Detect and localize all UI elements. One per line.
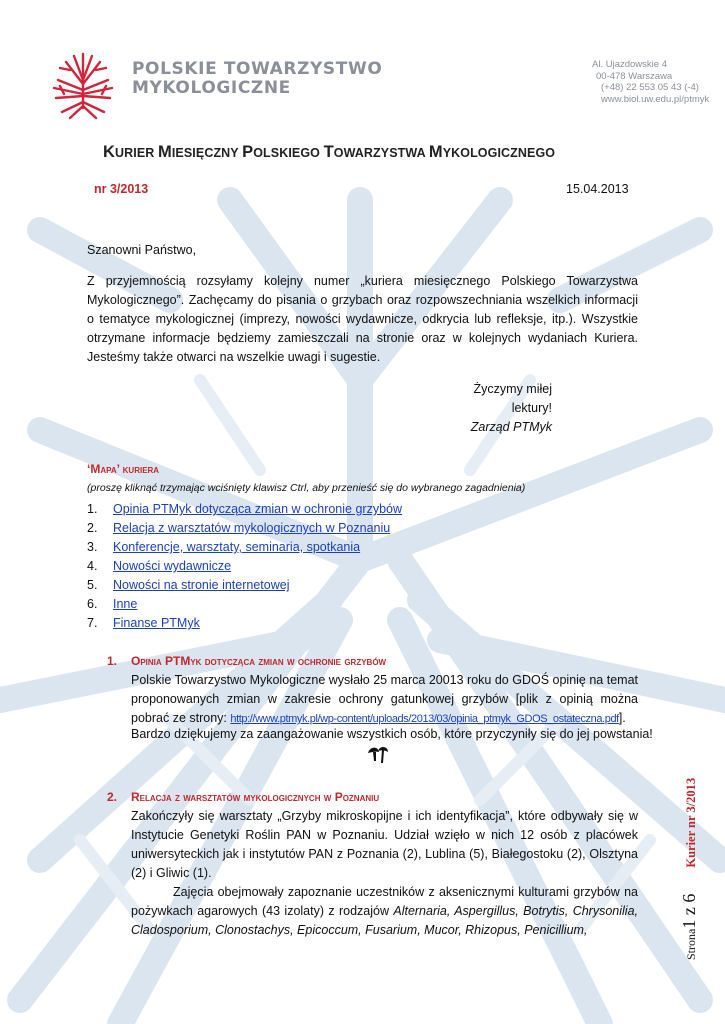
issue-date: 15.04.2013 xyxy=(566,182,629,196)
signature: Zarząd PTMyk xyxy=(470,420,552,434)
section2-genera: Alternaria, Aspergillus, Botrytis, Chrysonilia, Cladosporium, Clonostachys, Epicoccum, Fusarium, Mucor, Rhizopus, Penicillium, xyxy=(131,904,638,937)
toc-link-relacja[interactable]: Relacja z warsztatów mykologicznych w Poznaniu xyxy=(113,521,391,535)
section2-number: 2. xyxy=(107,790,118,804)
section1-thanks: Bardzo dziękujemy za zaangażowanie wszystkich osób, które przyczyniły się do jej powstania! xyxy=(131,727,653,741)
section2-para2-text: Zajęcia obejmowały zapoznanie uczestników z aksenicznymi kulturami grzybów na pożywkach agarowych (43 izolaty) z rodzajów xyxy=(131,885,638,918)
toc-item-number: 1. xyxy=(87,502,98,516)
page-prefix: Strona xyxy=(684,928,698,960)
title-rest: YKOLOGICZNEGO xyxy=(442,146,556,160)
toc-item-number: 5. xyxy=(87,578,98,592)
toc-item xyxy=(87,576,402,595)
section1-title: Opinia PTMyk dotycząca zmian w ochronie grzybów xyxy=(131,654,387,668)
toc-link-konferencje[interactable]: Konferencje, warsztaty, seminaria, spotkania xyxy=(113,540,361,554)
section2-paragraph1: Zakończyły się warsztaty „Grzyby mikroskopijne i ich identyfikacja”, które odbywały się w Instytucie Genetyki Roślin PAN w Poznaniu. Udział wzięło w nich 12 osób z placówek uniwersyteckich jak i instytutów PAN z Poznania (2), Lublina (5), Białegostoku (2), Olsztyna (2) i Gliwic (1). xyxy=(131,809,638,880)
toc-item-number: 6. xyxy=(87,597,98,611)
wishes-text: Życzymy miłej lektury! xyxy=(473,382,552,415)
organization-name xyxy=(132,60,382,98)
toc-item-number: 4. xyxy=(87,559,98,573)
toc-item-number: 3. xyxy=(87,540,98,554)
org-name-line2: MYKOLOGICZNE xyxy=(132,78,291,98)
section2-title: Relacja z warsztatów mykologicznych w Poznaniu xyxy=(131,790,380,804)
greeting: Szanowni Państwo, xyxy=(87,243,197,257)
title-initial: P xyxy=(242,143,254,161)
kurier-issue-label: Kurier nr 3/2013 xyxy=(684,777,698,868)
title-rest: OWARZYSTWA xyxy=(333,146,429,160)
toc-link-finanse[interactable]: Finanse PTMyk xyxy=(113,616,200,630)
toc-link-inne[interactable]: Inne xyxy=(113,597,138,611)
intro-paragraph: Z przyjemnością rozsyłamy kolejny numer „kuriera miesięcznego Polskiego Towarzystwa Mykologicznego”. Zachęcamy do pisania o grzybach oraz rozpowszechniania wszelkich informacji o tematyce mykologicznej (imprezy, nowości wydawnicze, odkrycia lub refleksje, itp.). Wszystkie otrzymane informacje będziemy zamieszczali na stronie oraz w kolejnych wydaniach Kuriera. Jesteśmy także otwarci na wszelkie uwagi i sugestie. xyxy=(87,274,638,364)
ptmyk-logo-icon xyxy=(50,50,116,120)
toc-item xyxy=(87,614,402,633)
address-phone: (+48) 22 553 05 43 (-4) xyxy=(601,82,699,93)
section1-body xyxy=(131,671,638,729)
toc-link-nowosci-strona[interactable]: Nowości na stronie internetowej xyxy=(113,578,290,592)
toc-item xyxy=(87,538,402,557)
section2-paragraph2 xyxy=(131,883,638,940)
mushroom-icon xyxy=(367,745,389,765)
closing-wishes xyxy=(430,380,552,437)
toc-item xyxy=(87,500,402,519)
org-name-line1: POLSKIE TOWARZYSTWO xyxy=(132,59,383,79)
section1-heading xyxy=(107,654,386,668)
table-of-contents xyxy=(87,500,402,633)
title-initial: M xyxy=(158,143,172,161)
title-initial: M xyxy=(428,143,443,161)
document-title xyxy=(103,143,633,162)
map-title: ‘Mapa’ kuriera xyxy=(87,462,160,476)
section1-after-url: ]. xyxy=(618,711,626,725)
toc-item xyxy=(87,519,402,538)
section2-heading xyxy=(107,790,379,804)
toc-item-number: 2. xyxy=(87,521,98,535)
page-indicator xyxy=(679,893,699,960)
address-website: www.biol.uw.edu.pl/ptmyk xyxy=(601,93,710,105)
address-city: 00-478 Warszawa xyxy=(596,70,673,82)
opinion-pdf-link[interactable]: http://www.ptmyk.pl/wp-content/uploads/2013/03/opinia_ptmyk_GDOS_ostateczna.pdf xyxy=(230,713,619,725)
section1-number: 1. xyxy=(107,654,118,668)
title-rest: URIER xyxy=(115,146,158,160)
toc-link-opinia[interactable]: Opinia PTMyk dotycząca zmian w ochronie grzybów xyxy=(113,502,403,516)
section2-body xyxy=(131,807,638,940)
page-number: 1 z 6 xyxy=(679,893,699,929)
toc-link-nowosci-wydawnicze[interactable]: Nowości wydawnicze xyxy=(113,559,232,573)
title-initial: T xyxy=(323,143,334,161)
section1-text: Polskie Towarzystwo Mykologiczne wysłało 25 marca 20013 roku do GDOŚ opinię na temat proponowanych zmian w zakresie ochrony gatunkowej grzybów [plik z opinią można pobrać ze strony: xyxy=(131,673,638,725)
toc-item-number: 7. xyxy=(87,616,98,630)
toc-item xyxy=(87,557,402,576)
title-rest: OLSKIEGO xyxy=(253,146,324,160)
vertical-page-label xyxy=(669,730,709,960)
toc-item xyxy=(87,595,402,614)
map-hint: (proszę kliknąć trzymając wciśnięty klawisz Ctrl, aby przenieść się do wybranego zagadnienia) xyxy=(87,482,526,494)
title-initial: K xyxy=(103,143,116,161)
issue-number: nr 3/2013 xyxy=(94,182,149,196)
address-street: Al. Ujazdowskie 4 xyxy=(592,59,667,70)
address-block xyxy=(592,59,709,105)
title-rest: IESIĘCZNY xyxy=(171,146,243,160)
